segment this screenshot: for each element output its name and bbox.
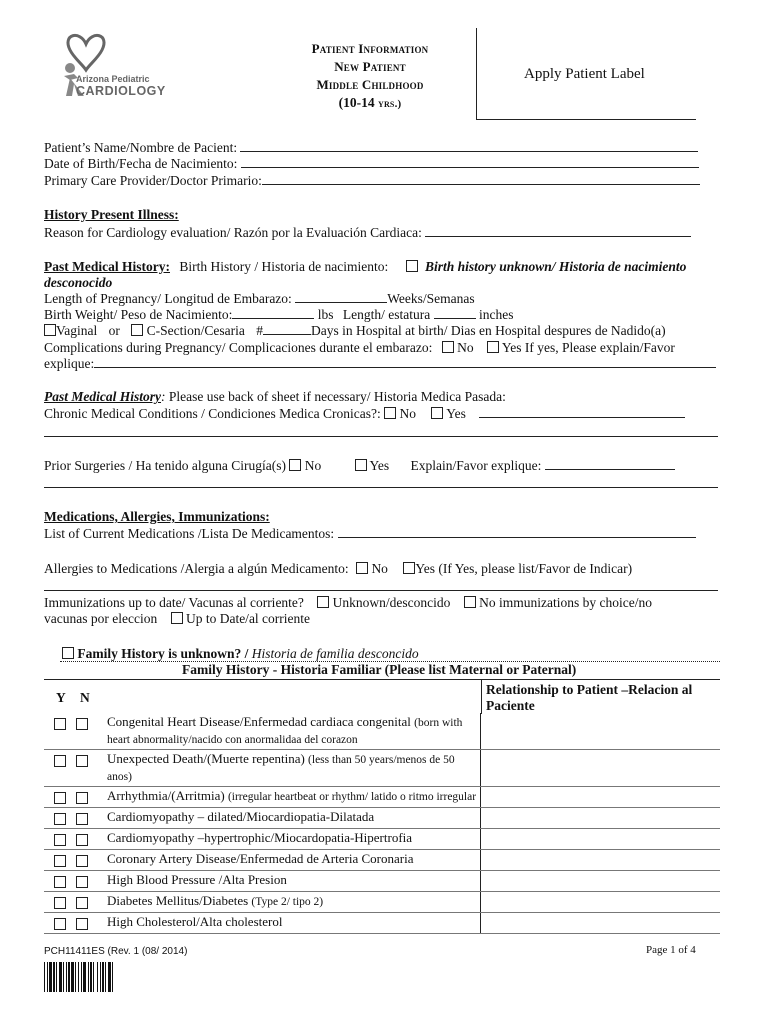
logo-line1: Arizona Pediatric: [76, 74, 150, 84]
weight-unit: lbs: [317, 307, 334, 322]
immun-row: [44, 595, 652, 611]
immun-uptodate-checkbox[interactable]: [171, 612, 183, 624]
yn-cell: [44, 713, 104, 750]
barcode-bar: [108, 962, 111, 992]
length-field[interactable]: [434, 307, 476, 319]
patient-name-row: [44, 140, 698, 156]
condition-cell: [104, 850, 480, 871]
reason-row: [44, 225, 691, 241]
surgeries-yes-checkbox[interactable]: [355, 459, 367, 471]
title-line4: [280, 94, 460, 113]
barcode-bar: [56, 962, 57, 992]
barcode-bar: [105, 962, 106, 992]
relationship-field[interactable]: [480, 787, 720, 808]
hash-label: #: [256, 323, 263, 338]
chronic-yes-label: Yes: [446, 406, 466, 421]
barcode-bar: [88, 962, 89, 992]
barcode-bar: [63, 962, 64, 992]
surgeries-explain-field[interactable]: [545, 458, 675, 470]
chronic-no-label: No: [399, 406, 416, 421]
title-age-unit: yrs.): [377, 98, 402, 110]
complications-no-checkbox[interactable]: [442, 341, 454, 353]
relationship-field[interactable]: [480, 713, 720, 750]
pmh-birth-row: [44, 259, 686, 275]
barcode-bar: [47, 962, 48, 992]
relationship-field[interactable]: [480, 913, 720, 934]
family-no-checkbox[interactable]: [76, 855, 88, 867]
relationship-field[interactable]: [480, 808, 720, 829]
weight-field[interactable]: [232, 307, 314, 319]
condition-cell: [104, 892, 480, 913]
yn-cell: [44, 892, 104, 913]
pmh2-colon: :: [161, 389, 166, 404]
family-unknown-checkbox[interactable]: [62, 647, 74, 659]
explique-label: explique:: [44, 356, 95, 371]
family-history-row: [44, 850, 720, 871]
complications-yes-label: Yes If yes, Please explain/Favor: [501, 340, 675, 355]
family-no-checkbox[interactable]: [76, 755, 88, 767]
pmh-heading: Past Medical History:: [44, 259, 170, 274]
days-label: Days in Hospital at birth/ Dias en Hospital despures de Nadido(a): [310, 323, 666, 338]
condition-note: (Type 2/ tipo 2): [251, 896, 324, 908]
condition-label: Arrhythmia/(Arritmia): [107, 788, 228, 803]
complications-no-label: No: [457, 340, 474, 355]
birth-history-unknown-checkbox[interactable]: [406, 260, 418, 272]
pregnancy-label: Length of Pregnancy/ Longitud de Embarazo:: [44, 291, 292, 306]
barcode-bar: [66, 962, 67, 992]
family-yes-checkbox[interactable]: [54, 755, 66, 767]
immun-choice-checkbox[interactable]: [464, 596, 476, 608]
immun-unknown-checkbox[interactable]: [317, 596, 329, 608]
surgeries-no-checkbox[interactable]: [289, 459, 301, 471]
allergies-row: [44, 561, 632, 577]
pregnancy-unit: Weeks/Semanas: [387, 291, 475, 306]
vaginal-label: Vaginal: [56, 323, 98, 338]
relationship-field[interactable]: [480, 829, 720, 850]
barcode-bar: [71, 962, 74, 992]
page-number: Page 1 of 4: [646, 944, 696, 956]
condition-cell: [104, 808, 480, 829]
pmh2-heading: Past Medical History: [44, 389, 161, 404]
yn-cell: [44, 829, 104, 850]
condition-label: Unexpected Death/(Muerte repentina): [107, 751, 309, 766]
meds-heading: Medications, Allergies, Immunizations:: [44, 509, 270, 524]
condition-note: (irregular heartbeat or rhythm/ latido o ritmo irregular: [227, 791, 477, 803]
dob-row: [44, 156, 699, 172]
allergies-yes-checkbox[interactable]: [403, 562, 415, 574]
pmh2-row: [44, 389, 506, 405]
barcode-bar: [49, 962, 52, 992]
allergies-label: Allergies to Medications /Alergia a algún Medicamento:: [44, 561, 349, 576]
barcode-bar: [44, 962, 45, 992]
barcode-bar: [59, 962, 62, 992]
family-yes-checkbox[interactable]: [54, 834, 66, 846]
vaginal-checkbox[interactable]: [44, 324, 56, 336]
family-unknown-label-ital: Historia de familia desconcido: [251, 646, 419, 661]
yn-cell: [44, 787, 104, 808]
patient-name-field[interactable]: [240, 140, 698, 152]
reason-field[interactable]: [425, 225, 691, 237]
barcode-bar: [53, 962, 55, 992]
family-history-row: [44, 871, 720, 892]
csection-label: C-Section/Cesaria: [146, 323, 245, 338]
yn-cell: [44, 913, 104, 934]
current-meds-row: [44, 526, 696, 542]
family-no-checkbox[interactable]: [76, 876, 88, 888]
surgeries-no-label: No: [304, 458, 322, 473]
family-history-table: [44, 713, 720, 934]
csection-checkbox[interactable]: [131, 324, 143, 336]
delivery-row: [44, 323, 666, 339]
days-field[interactable]: [263, 323, 311, 335]
family-no-checkbox[interactable]: [76, 918, 88, 930]
yn-cell: [44, 750, 104, 787]
immun-choice-label-2: vacunas por eleccion: [44, 611, 158, 626]
allergies-no-label: No: [371, 561, 388, 576]
family-history-row: [44, 787, 720, 808]
pmh2-note: Please use back of sheet if necessary/ Historia Medica Pasada:: [168, 389, 506, 404]
condition-cell: [104, 750, 480, 787]
barcode-bar: [100, 962, 101, 992]
title-line3: Middle Childhood: [316, 77, 424, 92]
surgeries-explain-label: Explain/Favor explique:: [410, 458, 542, 473]
family-yes-checkbox[interactable]: [54, 876, 66, 888]
chronic-line-2[interactable]: [44, 436, 718, 437]
birth-history-unknown-label-2: desconocido: [44, 275, 113, 290]
pregnancy-field[interactable]: [295, 291, 387, 303]
or-label: or: [108, 323, 120, 338]
family-unknown-row: [62, 646, 419, 662]
birth-history-unknown-label: Birth history unknown/ Historia de nacimiento: [424, 259, 687, 274]
title-age: (10-14: [338, 95, 378, 110]
barcode-bar: [78, 962, 79, 992]
col-n-header: N: [80, 690, 90, 705]
dob-label: Date of Birth/Fecha de Nacimiento:: [44, 156, 238, 171]
surgeries-row: [44, 458, 675, 474]
family-no-checkbox[interactable]: [76, 792, 88, 804]
condition-label: Congenital Heart Disease/Enfermedad cardiaca congenital: [107, 714, 415, 729]
relationship-field[interactable]: [480, 871, 720, 892]
chronic-no-checkbox[interactable]: [384, 407, 396, 419]
reason-label: Reason for Cardiology evaluation/ Razón por la Evaluación Cardiaca:: [44, 225, 422, 240]
length-unit: inches: [479, 307, 514, 322]
allergies-yes-label: Yes (If Yes, please list/Favor de Indicar): [415, 561, 633, 576]
current-meds-field[interactable]: [338, 526, 696, 538]
length-label: Length/ estatura: [342, 307, 431, 322]
family-yes-checkbox[interactable]: [54, 855, 66, 867]
barcode-bar: [97, 962, 98, 992]
condition-label: Cardiomyopathy – dilated/Miocardiopatia-Dilatada: [107, 809, 375, 824]
family-history-row: [44, 913, 720, 934]
complications-yes-checkbox[interactable]: [487, 341, 499, 353]
explique-row: [44, 356, 716, 372]
condition-cell: [104, 871, 480, 892]
barcode-bar: [83, 962, 86, 992]
pcp-row: [44, 173, 700, 189]
label-box-left: [476, 28, 477, 120]
family-no-checkbox[interactable]: [76, 897, 88, 909]
complications-label: Complications during Pregnancy/ Complicaciones durante el embarazo:: [44, 340, 433, 355]
chronic-field[interactable]: [479, 406, 685, 418]
birth-history-label: Birth History / Historia de nacimiento:: [179, 259, 389, 274]
hpi-heading: History Present Illness:: [44, 207, 179, 222]
yn-cell: [44, 871, 104, 892]
family-history-row: [44, 892, 720, 913]
barcode-bar: [81, 962, 82, 992]
form-code: PCH11411ES (Rev. 1 (08/ 2014): [44, 946, 188, 957]
family-yes-checkbox[interactable]: [54, 718, 66, 730]
title-line1: Patient Information: [311, 41, 429, 56]
logo-line2: CARDIOLOGY: [76, 84, 166, 98]
condition-cell: [104, 787, 480, 808]
barcode-bar: [102, 962, 104, 992]
immun-choice-label: No immunizations by choice/no: [479, 595, 652, 610]
relationship-field[interactable]: [480, 850, 720, 871]
condition-note: (less than 50 years/menos de 50 anos): [107, 754, 455, 783]
condition-cell: [104, 713, 480, 750]
family-history-row: [44, 808, 720, 829]
allergies-line[interactable]: [44, 590, 718, 591]
immun-unknown-label: Unknown/desconcido: [332, 595, 451, 610]
family-yes-checkbox[interactable]: [54, 897, 66, 909]
family-history-row: [44, 713, 720, 750]
chronic-row: [44, 406, 685, 422]
family-history-row: [44, 750, 720, 787]
condition-label: High Blood Pressure /Alta Presion: [107, 872, 287, 887]
allergies-no-checkbox[interactable]: [356, 562, 368, 574]
immun-label: Immunizations up to date/ Vacunas al corriente?: [44, 595, 304, 610]
surgeries-label: Prior Surgeries / Ha tenido alguna Cirugía(s): [44, 458, 286, 473]
logo: [60, 28, 170, 108]
yn-cell: [44, 808, 104, 829]
yn-cell: [44, 850, 104, 871]
relationship-field[interactable]: [480, 750, 720, 787]
surgeries-line-2[interactable]: [44, 487, 718, 488]
col-rel-header: Relationship to Patient –Relacion al Paciente: [486, 682, 693, 713]
weight-row: [44, 307, 514, 323]
patient-name-label: Patient’s Name/Nombre de Pacient:: [44, 140, 238, 155]
family-col-divider-header: [481, 680, 482, 714]
dob-field[interactable]: [241, 156, 699, 168]
form-title: [280, 40, 460, 113]
label-box-bottom: [476, 119, 696, 120]
condition-label: Diabetes Mellitus/Diabetes: [107, 893, 252, 908]
family-unknown-label: Family History is unknown? /: [77, 646, 252, 661]
barcode-bar: [68, 962, 70, 992]
family-no-checkbox[interactable]: [76, 718, 88, 730]
family-yes-checkbox[interactable]: [54, 792, 66, 804]
family-no-checkbox[interactable]: [76, 813, 88, 825]
family-yes-checkbox[interactable]: [54, 918, 66, 930]
condition-label: Cardiomyopathy –hypertrophic/Miocardopatia-Hipertrofia: [107, 830, 413, 845]
condition-label: High Cholesterol/Alta cholesterol: [107, 914, 283, 929]
family-table-title: Family History - Historia Familiar (Please list Maternal or Paternal): [182, 662, 577, 677]
title-line2: New Patient: [334, 59, 406, 74]
condition-cell: [104, 829, 480, 850]
explique-field[interactable]: [94, 356, 716, 368]
family-no-checkbox[interactable]: [76, 834, 88, 846]
barcode-bar: [93, 962, 94, 992]
current-meds-label: List of Current Medications /Lista De Medicamentos:: [44, 526, 335, 541]
condition-cell: [104, 913, 480, 934]
complications-row: [44, 340, 675, 356]
barcode-bar: [112, 962, 113, 992]
surgeries-yes-label: Yes: [369, 458, 390, 473]
chronic-label: Chronic Medical Conditions / Condiciones Medica Cronicas?:: [44, 406, 381, 421]
col-y-header: Y: [56, 690, 66, 705]
immun-row-2: [44, 611, 310, 627]
condition-note: (born with heart abnormality/nacido con anormalidaa del corazon: [107, 717, 463, 746]
chronic-yes-checkbox[interactable]: [431, 407, 443, 419]
pcp-field[interactable]: [262, 173, 700, 185]
condition-label: Coronary Artery Disease/Enfermedad de Arteria Coronaria: [107, 851, 414, 866]
barcode-bar: [90, 962, 92, 992]
weight-label: Birth Weight/ Peso de Nacimiento:: [44, 307, 233, 322]
immun-uptodate-label: Up to Date/al corriente: [185, 611, 311, 626]
family-rule-title: [44, 679, 720, 680]
apply-label-text: Apply Patient Label: [524, 66, 645, 82]
family-history-row: [44, 829, 720, 850]
relationship-field[interactable]: [480, 892, 720, 913]
pcp-label: Primary Care Provider/Doctor Primario:: [44, 173, 262, 188]
barcode: [44, 962, 144, 992]
family-yes-checkbox[interactable]: [54, 813, 66, 825]
barcode-bar: [75, 962, 76, 992]
pregnancy-row: [44, 291, 475, 307]
